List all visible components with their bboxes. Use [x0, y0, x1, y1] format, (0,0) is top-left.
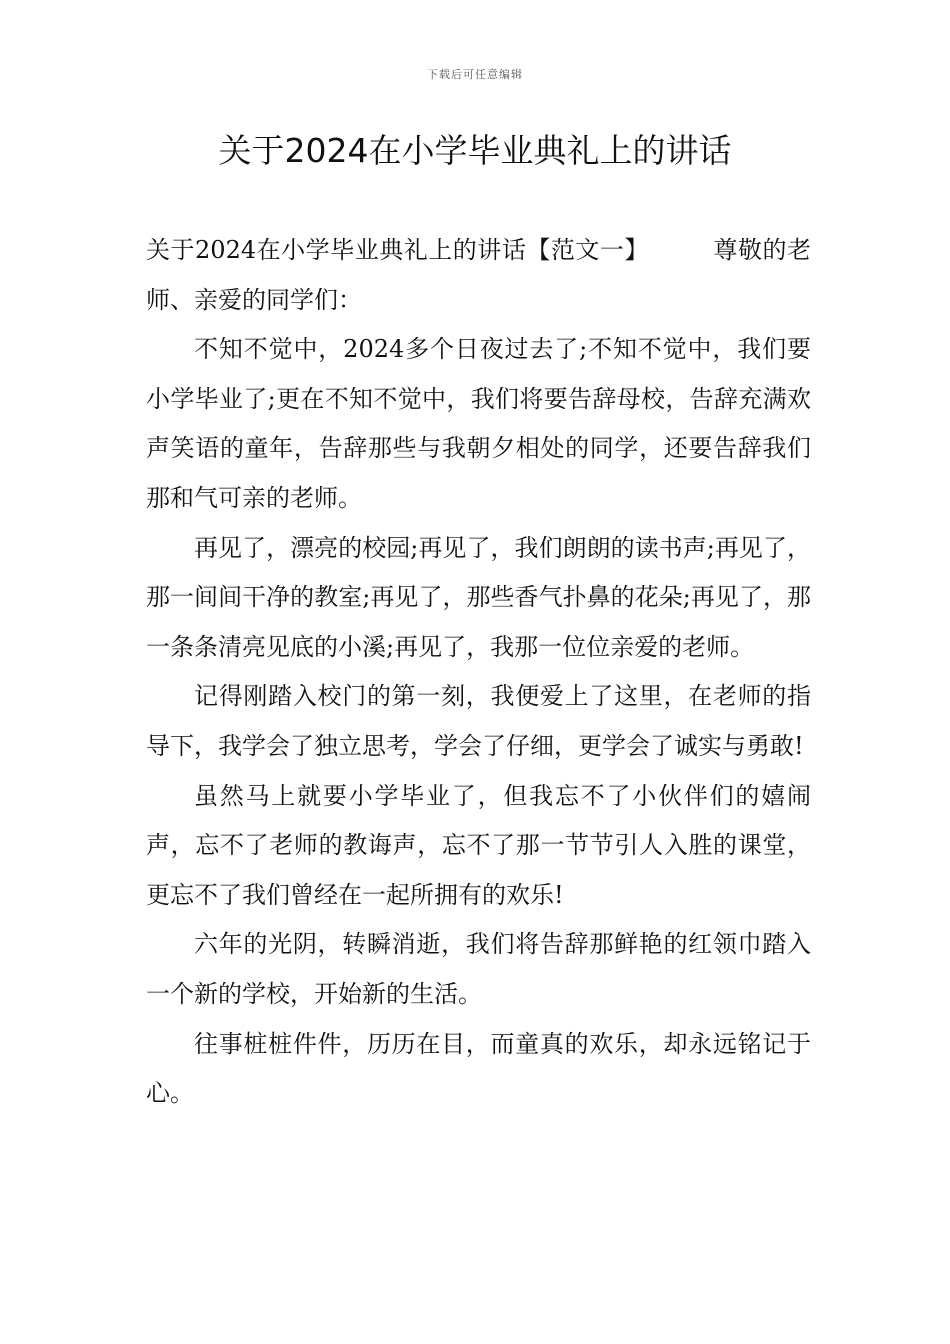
document-body: [146, 226, 811, 1119]
body-paragraph: 虽然马上就要小学毕业了，但我忘不了小伙伴们的嬉闹声，忘不了老师的教诲声，忘不了那一节节引人入胜的课堂，更忘不了我们曾经在一起所拥有的欢乐!: [146, 781, 811, 909]
salutation: 尊敬的老师、亲爱的同学们：: [146, 236, 812, 314]
body-paragraph: 往事桩桩件件，历历在目，而童真的欢乐，却永远铭记于心。: [146, 1029, 811, 1108]
body-paragraph: 记得刚踏入校门的第一刻，我便爱上了这里，在老师的指导下，我学会了独立思考，学会了仔细，更学会了诚实与勇敢!: [146, 682, 811, 760]
body-paragraph: 不知不觉中，2024多个日夜过去了;不知不觉中，我们要小学毕业了;更在不知不觉中，我们将要告辞母校，告辞充满欢声笑语的童年，告辞那些与我朝夕相处的同学，还要告辞我们那和气可亲的老师。: [146, 335, 811, 512]
body-paragraph: 再见了，漂亮的校园;再见了，我们朗朗的读书声;再见了，那一间间干净的教室;再见了，那些香气扑鼻的花朵;再见了，那一条条清亮见底的小溪;再见了，我那一位位亲爱的老师。: [146, 533, 811, 661]
header-note: 下载后可任意编辑: [427, 68, 523, 81]
body-paragraph: 六年的光阴，转瞬消逝，我们将告辞那鲜艳的红领巾踏入一个新的学校，开始新的生活。: [146, 930, 811, 1008]
intro-heading: 关于2024在小学毕业典礼上的讲话【范文一】: [146, 236, 649, 264]
intro-paragraph: [146, 226, 811, 325]
document-title: 关于2024在小学毕业典礼上的讲话: [218, 131, 732, 170]
